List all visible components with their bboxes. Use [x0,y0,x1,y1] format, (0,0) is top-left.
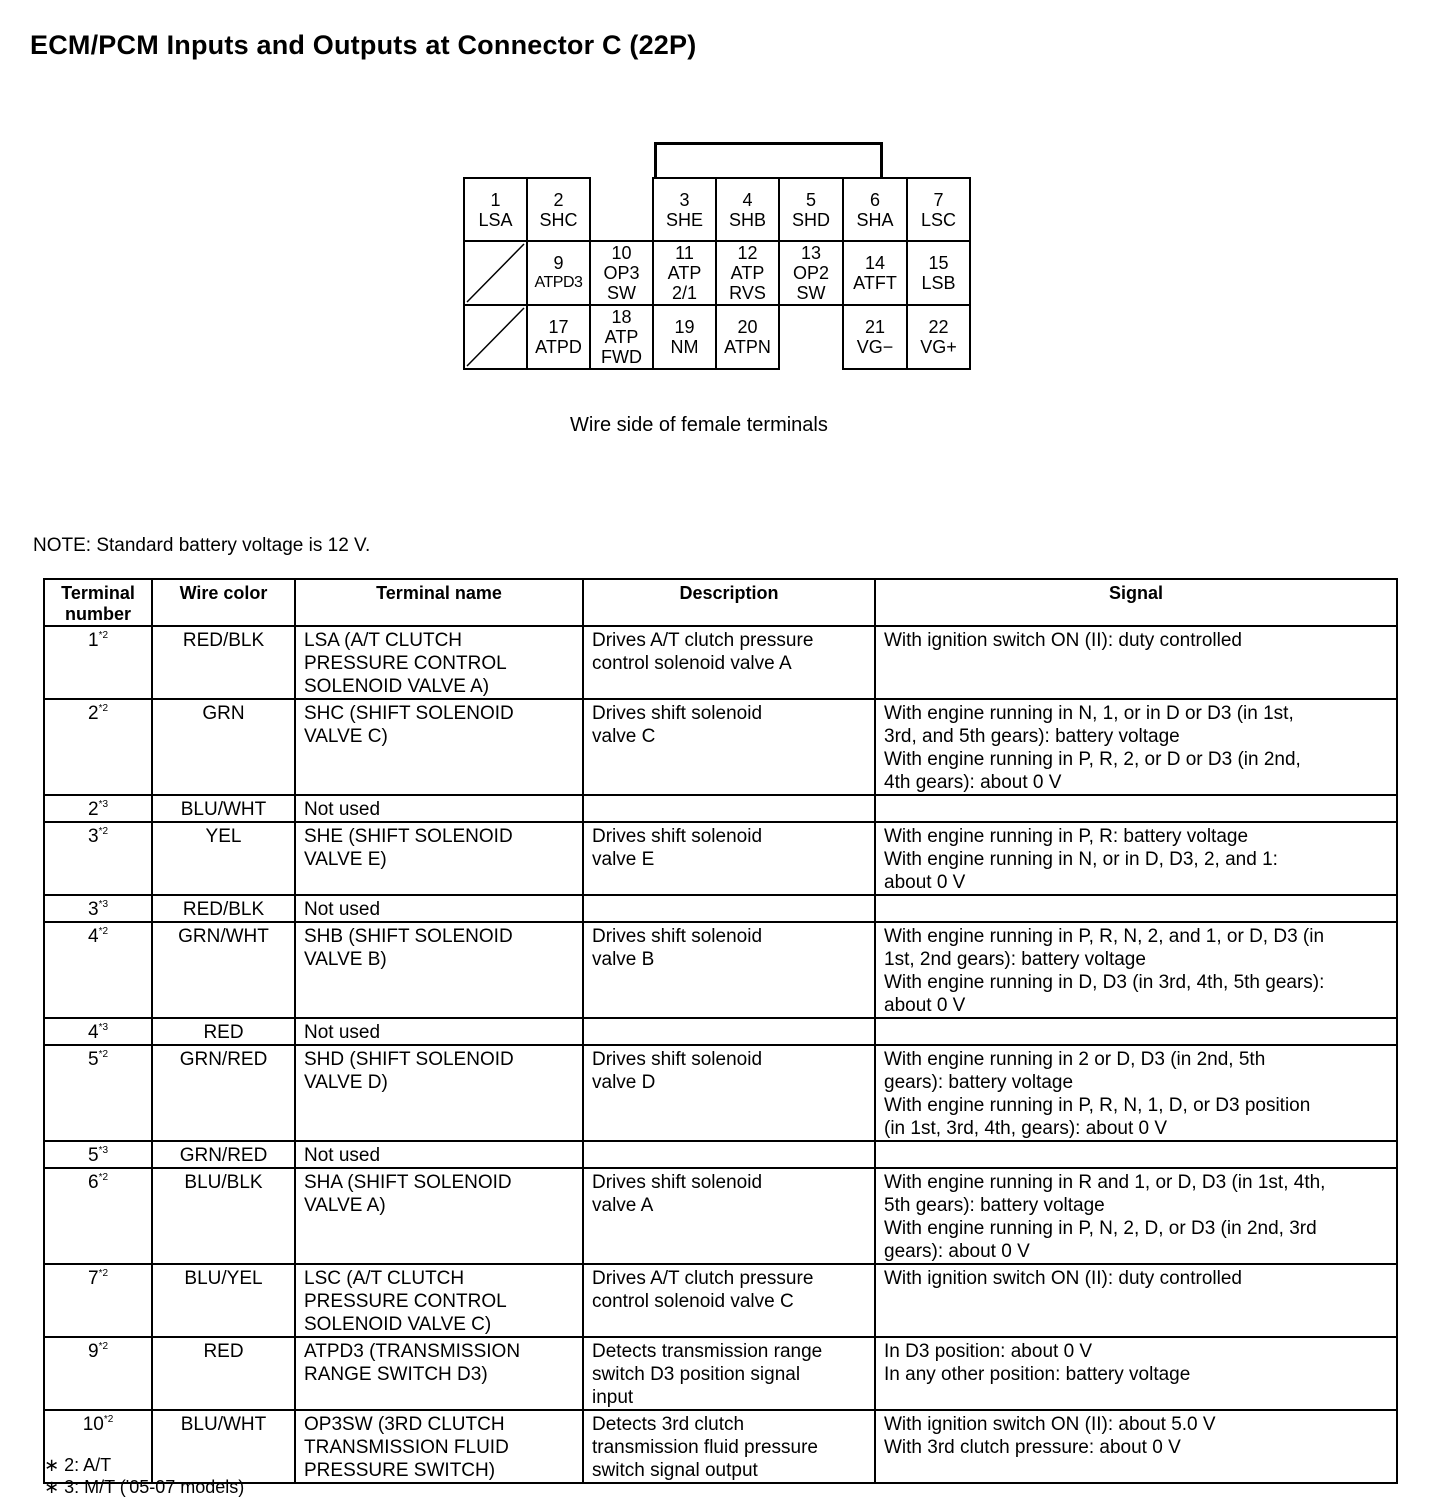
description-line: control solenoid valve A [592,653,792,674]
terminal-number-cell [44,1337,152,1410]
footnotes [44,1454,244,1498]
terminal-name-line: LSC (A/T CLUTCH [304,1268,465,1289]
terminal-name-line: SHA (SHIFT SOLENOID [304,1172,512,1193]
description-cell [583,1337,875,1410]
footnote-at: ∗ 2: A/T [44,1455,112,1475]
wire-color-cell: RED [152,1018,295,1045]
description-cell [583,699,875,795]
terminal-name-line: RANGE SWITCH D3) [304,1364,488,1385]
terminal-footnote-ref: *3 [98,899,109,910]
description-line: valve B [592,949,655,970]
description-line: Drives A/T clutch pressure [592,630,814,651]
terminal-name-cell [295,1410,583,1483]
terminal-footnote-ref: *2 [98,1049,109,1060]
terminal-number-cell [44,1141,152,1168]
terminal-name-line: LSA (A/T CLUTCH [304,630,463,651]
signal-line: With engine running in N, 1, or in D or D3 (in 1st, [884,703,1294,724]
description-line: Detects 3rd clutch [592,1414,745,1435]
terminal-name-line: SHD (SHIFT SOLENOID [304,1049,514,1070]
signal-line: With engine running in P, R, N, 1, D, or D3 position [884,1095,1311,1116]
signal-line: With engine running in R and 1, or D, D3 (in 1st, 4th, [884,1172,1326,1193]
terminal-14: 14 ATFT [842,240,908,306]
signal-line: In any other position: battery voltage [884,1364,1191,1385]
signal-cell [875,1410,1397,1483]
description-line: valve C [592,726,656,747]
signal-line: In D3 position: about 0 V [884,1341,1093,1362]
description-cell [583,1141,875,1168]
description-cell [583,1045,875,1141]
table-row [44,1264,1397,1337]
signal-cell [875,922,1397,1018]
wire-color-cell: BLU/YEL [152,1264,295,1337]
terminal-1: 1 LSA [463,177,528,242]
description-cell [583,1264,875,1337]
terminal-footnote-ref: *3 [98,1022,109,1033]
description-cell [583,1018,875,1045]
terminal-number-cell [44,1045,152,1141]
page-title: ECM/PCM Inputs and Outputs at Connector C (22P) [30,30,697,60]
terminal-10: 10 OP3 SW [589,240,654,306]
terminal-footnote-ref: *3 [98,799,109,810]
terminal-4: 4 SHB [715,177,780,242]
terminal-number-cell [44,795,152,822]
terminal-name-line: VALVE D) [304,1072,388,1093]
terminal-7: 7 LSC [906,177,971,242]
signal-cell [875,1018,1397,1045]
terminal-number: 6 [87,1172,99,1193]
terminal-name-line: VALVE B) [304,949,387,970]
signal-cell [875,895,1397,922]
terminal-name-cell [295,1018,583,1045]
terminal-number: 10 [82,1414,104,1435]
terminal-name-line: ATPD3 (TRANSMISSION [304,1341,521,1362]
terminal-name-line: Not used [304,1022,381,1043]
table-row [44,1168,1397,1264]
terminal-5: 5 SHD [778,177,844,242]
table-row [44,795,1397,822]
table-row [44,1045,1397,1141]
terminal-footnote-ref: *3 [98,1145,109,1156]
terminal-number: 1 [87,630,99,651]
terminal-name-line: PRESSURE CONTROL [304,653,507,674]
signal-cell [875,795,1397,822]
description-line: switch signal output [592,1460,758,1481]
connector-caption: Wire side of female terminals [570,414,828,436]
description-line: Drives A/T clutch pressure [592,1268,814,1289]
signal-line: With ignition switch ON (II): duty controlled [884,630,1242,651]
terminal-number: 9 [87,1341,99,1362]
description-cell [583,1410,875,1483]
signal-cell [875,1141,1397,1168]
terminal-name-line: SOLENOID VALVE C) [304,1314,492,1335]
terminal-name-line: VALVE E) [304,849,387,870]
terminal-13: 13 OP2 SW [778,240,844,306]
header-terminal-number: Terminal number [44,579,152,626]
terminal-name-cell [295,1045,583,1141]
terminal-9: 9 ATPD3 [526,240,591,306]
terminal-number: 5 [87,1145,99,1166]
terminal-footnote-ref: *2 [98,703,109,714]
terminal-11: 11 ATP 2/1 [652,240,717,306]
description-line: valve E [592,849,655,870]
signal-line: (in 1st, 3rd, 4th, gears): about 0 V [884,1118,1168,1139]
wire-color-cell: BLU/BLK [152,1168,295,1264]
terminal-number: 3 [87,899,99,920]
signal-line: 3rd, and 5th gears): battery voltage [884,726,1180,747]
signal-line: With engine running in N, or in D, D3, 2, and 1: [884,849,1278,870]
terminal-name-line: SHB (SHIFT SOLENOID [304,926,513,947]
terminal-number: 4 [87,926,99,947]
terminal-number-cell [44,822,152,895]
header-wire-color: Wire color [152,579,295,626]
terminal-number-cell [44,1168,152,1264]
description-line: Drives shift solenoid [592,1172,763,1193]
terminal-6: 6 SHA [842,177,908,242]
terminal-number-cell [44,626,152,699]
terminal-number-cell [44,895,152,922]
terminal-22: 22 VG+ [906,304,971,370]
description-line: input [592,1387,634,1408]
description-cell [583,822,875,895]
terminal-name-line: SHC (SHIFT SOLENOID [304,703,514,724]
unused-terminal-slash [465,242,526,304]
wire-color-cell: GRN [152,699,295,795]
terminal-name-line: OP3SW (3RD CLUTCH [304,1414,505,1435]
terminal-3: 3 SHE [652,177,717,242]
signal-cell [875,1045,1397,1141]
signal-cell [875,1337,1397,1410]
signal-line: With ignition switch ON (II): duty controlled [884,1268,1242,1289]
terminal-number-cell [44,1264,152,1337]
terminal-number-cell [44,922,152,1018]
signal-line: With ignition switch ON (II): about 5.0 V [884,1414,1216,1435]
terminal-12: 12 ATP RVS [715,240,780,306]
terminal-name-line: Not used [304,1145,381,1166]
terminal-19: 19 NM [652,304,717,370]
terminal-name-cell [295,626,583,699]
terminal-8-unused [463,240,528,306]
signal-line: With engine running in P, N, 2, D, or D3 (in 2nd, 3rd [884,1218,1317,1239]
signal-line: 5th gears): battery voltage [884,1195,1105,1216]
signal-cell [875,699,1397,795]
terminal-name-line: VALVE C) [304,726,388,747]
signal-line: With engine running in 2 or D, D3 (in 2nd, 5th [884,1049,1266,1070]
terminal-number: 3 [87,826,99,847]
terminal-name-cell [295,1264,583,1337]
description-line: Drives shift solenoid [592,826,763,847]
table-header-row [44,579,1397,626]
battery-note: NOTE: Standard battery voltage is 12 V. [33,535,371,556]
header-description: Description [583,579,875,626]
terminal-name-cell [295,895,583,922]
terminal-20: 20 ATPN [715,304,780,370]
terminal-number: 4 [87,1022,99,1043]
wire-color-cell: YEL [152,822,295,895]
table-row [44,626,1397,699]
terminal-number-cell [44,1018,152,1045]
terminal-name-line: Not used [304,899,381,920]
terminal-footnote-ref: *2 [98,1341,109,1352]
wire-color-cell: RED/BLK [152,895,295,922]
table-row [44,822,1397,895]
terminal-name-cell [295,1168,583,1264]
signal-line: 4th gears): about 0 V [884,772,1062,793]
wire-color-cell: GRN/RED [152,1045,295,1141]
wire-color-cell: RED/BLK [152,626,295,699]
description-line: Drives shift solenoid [592,926,763,947]
unused-terminal-slash [465,306,526,368]
terminal-footnote-ref: *2 [98,1172,109,1183]
terminal-name-cell [295,795,583,822]
description-line: Detects transmission range [592,1341,823,1362]
signal-line: With 3rd clutch pressure: about 0 V [884,1437,1181,1458]
terminal-21: 21 VG− [842,304,908,370]
signal-line: With engine running in P, R, N, 2, and 1, or D, D3 (in [884,926,1325,947]
terminal-footnote-ref: *2 [98,826,109,837]
description-line: transmission fluid pressure [592,1437,818,1458]
terminal-15: 15 LSB [906,240,971,306]
header-signal: Signal [875,579,1397,626]
terminal-name-line: TRANSMISSION FLUID [304,1437,509,1458]
signal-line: 1st, 2nd gears): battery voltage [884,949,1146,970]
signal-cell [875,1264,1397,1337]
terminal-2: 2 SHC [526,177,591,242]
signal-cell [875,822,1397,895]
signal-cell [875,626,1397,699]
wire-color-cell: BLU/WHT [152,795,295,822]
description-cell [583,1168,875,1264]
description-line: valve A [592,1195,654,1216]
signal-line: With engine running in D, D3 (in 3rd, 4th, 5th gears): [884,972,1325,993]
wire-color-cell: BLU/WHT [152,1410,295,1483]
terminal-name-cell [295,1337,583,1410]
description-line: control solenoid valve C [592,1291,794,1312]
terminal-footnote-ref: *2 [103,1414,114,1425]
terminal-table [43,578,1398,1484]
signal-line: about 0 V [884,995,966,1016]
terminal-name-cell [295,922,583,1018]
connector-lock-tab [654,142,883,178]
description-cell [583,895,875,922]
terminal-number: 2 [87,703,99,724]
wire-color-cell: GRN/WHT [152,922,295,1018]
terminal-name-line: PRESSURE SWITCH) [304,1460,496,1481]
terminal-number: 2 [87,799,99,820]
table-row [44,1410,1397,1483]
terminal-footnote-ref: *2 [98,1268,109,1279]
table-row [44,922,1397,1018]
signal-line: about 0 V [884,872,966,893]
description-line: Drives shift solenoid [592,1049,763,1070]
signal-cell [875,1168,1397,1264]
terminal-name-line: SHE (SHIFT SOLENOID [304,826,513,847]
terminal-number-cell [44,699,152,795]
wire-color-cell: RED [152,1337,295,1410]
signal-line: With engine running in P, R: battery voltage [884,826,1249,847]
signal-line: gears): about 0 V [884,1241,1030,1262]
terminal-name-cell [295,699,583,795]
terminal-number: 5 [87,1049,99,1070]
wire-color-cell: GRN/RED [152,1141,295,1168]
description-line: Drives shift solenoid [592,703,763,724]
terminal-17: 17 ATPD [526,304,591,370]
table-row [44,895,1397,922]
terminal-name-cell [295,822,583,895]
description-cell [583,922,875,1018]
signal-line: gears): battery voltage [884,1072,1074,1093]
terminal-16-unused [463,304,528,370]
terminal-name-line: SOLENOID VALVE A) [304,676,490,697]
table-row [44,699,1397,795]
terminal-name-cell [295,1141,583,1168]
header-terminal-name: Terminal name [295,579,583,626]
terminal-name-line: PRESSURE CONTROL [304,1291,507,1312]
table-row [44,1018,1397,1045]
description-cell [583,795,875,822]
table-row [44,1141,1397,1168]
signal-line: With engine running in P, R, 2, or D or D3 (in 2nd, [884,749,1301,770]
terminal-name-line: VALVE A) [304,1195,386,1216]
terminal-18: 18 ATP FWD [589,304,654,370]
description-line: switch D3 position signal [592,1364,801,1385]
terminal-footnote-ref: *2 [98,630,109,641]
terminal-number: 7 [87,1268,99,1289]
terminal-name-line: Not used [304,799,381,820]
table-row [44,1337,1397,1410]
footnote-mt: ∗ 3: M/T ('05-07 models) [44,1477,245,1497]
description-line: valve D [592,1072,656,1093]
description-cell [583,626,875,699]
terminal-footnote-ref: *2 [98,926,109,937]
